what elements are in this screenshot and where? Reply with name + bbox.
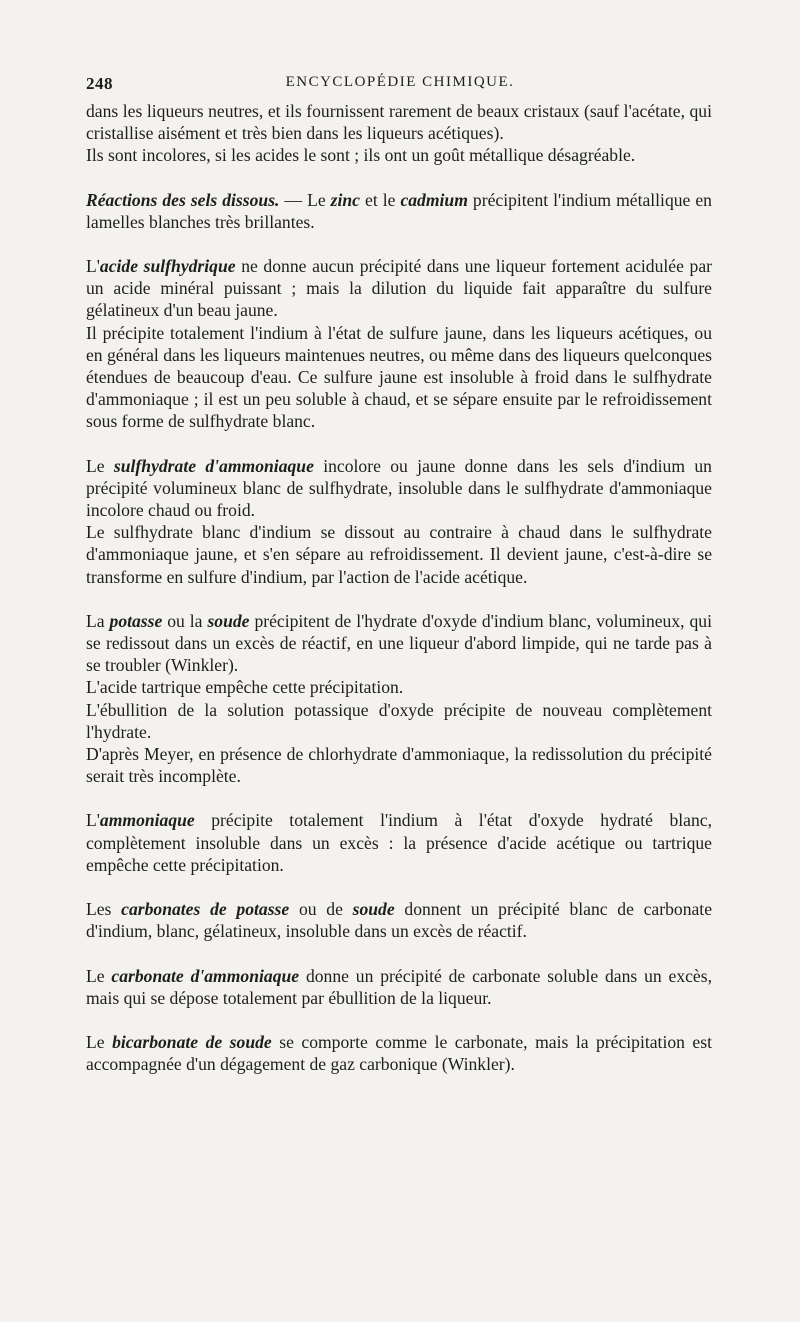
- paragraph: [86, 898, 712, 942]
- paragraph-line: L'acide tartrique empêche cette précipitation.: [86, 677, 404, 698]
- emphasized-term: soude: [352, 899, 395, 920]
- paragraph: [86, 1031, 712, 1075]
- paragraph-line: L'ammoniaque précipite totalement l'indium à l'état d'oxyde hydraté blanc, complètement insoluble dans un excès : la présence d'acide acétique ou tartrique empêche cette précipitation.: [86, 810, 712, 875]
- emphasized-term: cadmium: [400, 189, 468, 210]
- paragraph-line: L'ébullition de la solution potassique d'oxyde précipite de nouveau complètement l'hydrate.: [86, 699, 712, 742]
- paragraph-line: Le sulfhydrate d'ammoniaque incolore ou jaune donne dans les sels d'indium un précipité volumineux blanc de sulfhydrate, insoluble dans le sulfhydrate d'ammoniaque incolore chaud ou froid.: [86, 455, 712, 521]
- paragraph-line: Les carbonates de potasse ou de soude donnent un précipité blanc de carbonate d'indium, blanc, gélatineux, insoluble dans un excès de réactif.: [86, 899, 712, 942]
- emphasized-term: acide sulfhydrique: [99, 256, 236, 277]
- paragraph-line: Réactions des sels dissous. — Le zinc et le cadmium précipitent l'indium métallique en lamelles blanches très brillantes.: [86, 189, 712, 232]
- paragraph-line: Le carbonate d'ammoniaque donne un précipité de carbonate soluble dans un excès, mais qui se dépose totalement par ébullition de la liqueur.: [86, 965, 712, 1008]
- paragraph-line: L'acide sulfhydrique ne donne aucun précipité dans une liqueur fortement acidulée par un acide minéral puissant ; mais la dilution du liquide fait apparaître du sulfure gélatineux d'un beau jaune.: [86, 256, 712, 321]
- emphasized-term: ammoniaque: [99, 810, 195, 831]
- paragraph: [86, 255, 712, 433]
- paragraph-line: Le sulfhydrate blanc d'indium se dissout au contraire à chaud dans le sulfhydrate d'ammoniaque jaune, et s'en sépare au refroidissement. Il devient jaune, c'est-à-dire se transforme en sulfure d'indium, par l'action de l'acide acétique.: [86, 522, 712, 587]
- paragraph: [86, 100, 712, 167]
- page-header: [86, 74, 714, 96]
- paragraph: [86, 610, 712, 788]
- emphasized-term: carbonates de potasse: [121, 899, 290, 920]
- emphasized-term: sulfhydrate d'ammoniaque: [113, 455, 314, 476]
- emphasized-term: carbonate d'ammoniaque: [111, 965, 300, 986]
- paragraph-line: Il précipite totalement l'indium à l'état de sulfure jaune, dans les liqueurs acétiques, ou en général dans les liqueurs maintenues neutres, ou même dans des liqueurs quelconques étendues de beaucoup d'eau. Ce sulfure jaune est insoluble à froid dans le sulfhydrate d'ammoniaque ; il est un peu soluble à chaud, et se sépare ensuite par le refroidissement sous forme de sulfhydrate blanc.: [86, 322, 712, 432]
- emphasized-term: soude: [207, 610, 250, 631]
- running-title: ENCYCLOPÉDIE CHIMIQUE.: [285, 74, 515, 90]
- paragraph-line: dans les liqueurs neutres, et ils fournissent rarement de beaux cristaux (sauf l'acétate, qui cristallise aisément et très bien dans les liqueurs acétiques).: [86, 101, 712, 144]
- paragraph-line: D'après Meyer, en présence de chlorhydrate d'ammoniaque, la redissolution du précipité serait très incomplète.: [86, 744, 712, 787]
- paragraph-line: La potasse ou la soude précipitent de l'hydrate d'oxyde d'indium blanc, volumineux, qui se redissout dans un excès de réactif, en une liqueur d'abord limpide, qui ne tarde pas à se troubler (Winkler).: [86, 610, 712, 676]
- paragraph-line: Ils sont incolores, si les acides le sont ; ils ont un goût métallique désagréable.: [86, 145, 636, 166]
- emphasized-term: zinc: [330, 189, 360, 210]
- paragraph: [86, 809, 712, 876]
- page-number: 248: [86, 74, 113, 93]
- emphasized-term: bicarbonate de soude: [112, 1031, 272, 1052]
- paragraph: [86, 455, 712, 588]
- paragraph: [86, 965, 712, 1009]
- body-text: [86, 100, 712, 1097]
- emphasized-term: Réactions des sels dissous.: [86, 189, 280, 210]
- paragraph-line: Le bicarbonate de soude se comporte comme le carbonate, mais la précipitation est accompagnée d'un dégagement de gaz carbonique (Winkler).: [86, 1031, 712, 1075]
- paragraph: [86, 189, 712, 233]
- emphasized-term: potasse: [109, 610, 163, 631]
